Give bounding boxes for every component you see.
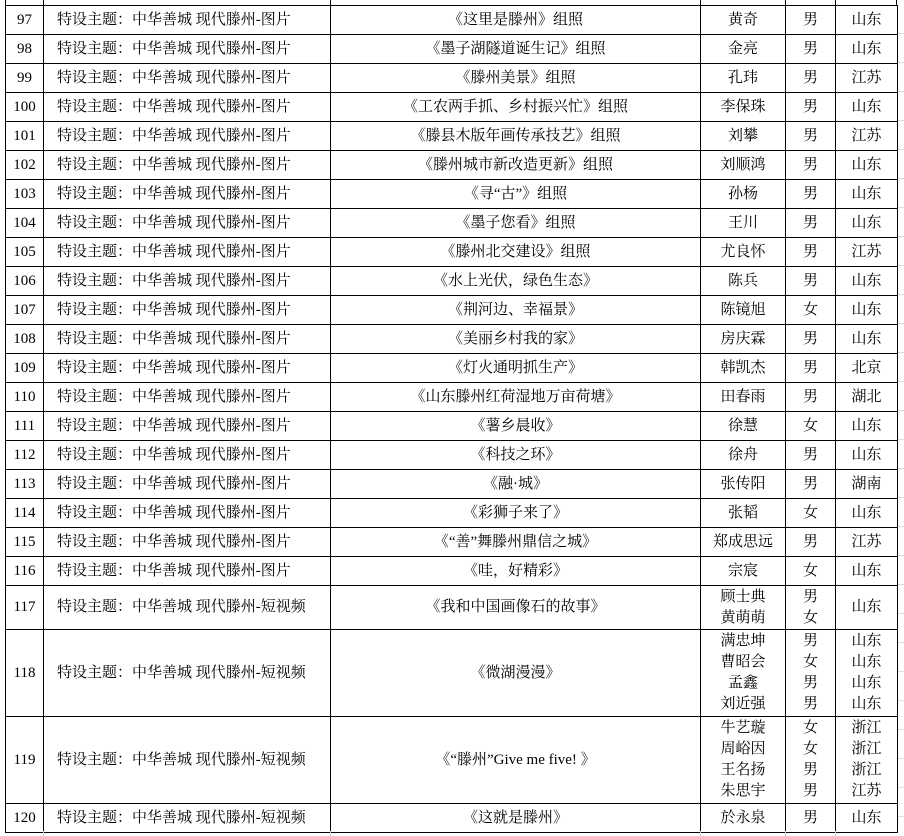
province-cell-line: 山东 [851,330,882,347]
author-cell[interactable] [701,267,786,296]
table-row [6,499,898,528]
author-cell-line: 陈镜旭 [720,301,766,318]
row-number-cell[interactable]: 99 [6,64,44,93]
gender-cell-line: 男 [802,588,818,605]
province-cell-line: 山东 [851,675,882,691]
table-row [6,64,898,93]
gender-cell[interactable] [786,93,836,122]
theme-cell[interactable]: 特设主题：中华善城 现代滕州-图片 [44,267,331,296]
author-cell-line: 王名扬 [720,762,766,778]
author-cell-line: 金亮 [727,40,758,57]
author-cell[interactable] [701,64,786,93]
title-cell[interactable]: 《滕州城市新改造更新》组照 [331,151,701,180]
gender-cell-line: 男 [802,533,818,550]
gender-cell-line: 男 [802,475,818,492]
author-cell-line: 徐舟 [727,446,758,463]
province-cell-line: 湖北 [851,388,882,405]
province-cell[interactable] [836,122,898,151]
gender-cell[interactable] [786,586,836,630]
province-cell-line: 山东 [851,633,882,649]
title-cell[interactable]: 《融·城》 [331,470,701,499]
gender-cell[interactable] [786,499,836,528]
table-row [6,804,898,833]
gender-cell-line: 女 [802,720,818,736]
author-cell[interactable] [701,717,786,804]
table-row [6,6,898,35]
gender-cell-line: 男 [802,696,818,712]
province-cell[interactable] [836,383,898,412]
entries-table [5,5,898,833]
row-number-cell[interactable]: 112 [6,441,44,470]
author-cell-line: 满忠坤 [720,633,766,649]
author-cell[interactable] [701,412,786,441]
table-row [6,267,898,296]
author-cell-line: 顾士典 [720,588,766,605]
theme-cell[interactable]: 特设主题：中华善城 现代滕州-图片 [44,209,331,238]
row-number-cell[interactable]: 117 [6,586,44,630]
gender-cell-line: 男 [802,127,818,144]
province-cell[interactable] [836,441,898,470]
gender-cell[interactable] [786,412,836,441]
row-number-cell[interactable]: 120 [6,804,44,833]
author-cell[interactable] [701,354,786,383]
gender-cell[interactable] [786,267,836,296]
theme-cell[interactable]: 特设主题：中华善城 现代滕州-短视频 [44,586,331,630]
province-cell-line: 山东 [851,156,882,173]
title-cell[interactable]: 《这就是滕州》 [331,804,701,833]
author-cell-line: 孔玮 [727,69,758,86]
theme-cell[interactable]: 特设主题：中华善城 现代滕州-图片 [44,93,331,122]
province-cell[interactable] [836,35,898,64]
gender-cell-line: 女 [802,654,818,670]
gridline-tick [785,831,786,836]
province-cell[interactable] [836,528,898,557]
theme-cell[interactable]: 特设主题：中华善城 现代滕州-图片 [44,441,331,470]
author-cell[interactable] [701,35,786,64]
title-cell[interactable]: 《工农两手抓、乡村振兴忙》组照 [331,93,701,122]
province-cell-line: 江苏 [851,69,882,86]
province-cell[interactable] [836,804,898,833]
theme-cell[interactable]: 特设主题：中华善城 现代滕州-图片 [44,499,331,528]
author-cell-line: 李保珠 [720,98,766,115]
theme-cell[interactable]: 特设主题：中华善城 现代滕州-图片 [44,354,331,383]
row-number-cell[interactable]: 103 [6,180,44,209]
author-cell-line: 朱思宇 [720,783,766,799]
row-number-cell[interactable]: 109 [6,354,44,383]
province-cell[interactable] [836,6,898,35]
author-cell[interactable] [701,804,786,833]
title-cell[interactable]: 《微湖漫漫》 [331,630,701,717]
spreadsheet-gridlines-bottom [5,831,897,836]
row-number-cell[interactable]: 111 [6,412,44,441]
gender-cell-line: 男 [802,675,818,691]
author-cell-line: 牛艺璇 [720,720,766,736]
title-cell[interactable]: 《滕州北交建设》组照 [331,238,701,267]
table-row [6,557,898,586]
gender-cell[interactable] [786,528,836,557]
theme-cell[interactable]: 特设主题：中华善城 现代滕州-图片 [44,296,331,325]
title-cell[interactable]: 《哇，好精彩》 [331,557,701,586]
theme-cell[interactable]: 特设主题：中华善城 现代滕州-图片 [44,35,331,64]
author-cell-line: 宗宸 [727,562,758,579]
province-cell-line: 山东 [851,301,882,318]
theme-cell[interactable]: 特设主题：中华善城 现代滕州-短视频 [44,630,331,717]
author-cell[interactable] [701,180,786,209]
table-row [6,354,898,383]
gender-cell-line: 男 [802,156,818,173]
title-cell[interactable]: 《滕县木版年画传承技艺》组照 [331,122,701,151]
author-cell[interactable] [701,325,786,354]
title-cell[interactable]: 《我和中国画像石的故事》 [331,586,701,630]
title-cell[interactable]: 《水上光伏，绿色生态》 [331,267,701,296]
author-cell[interactable] [701,586,786,630]
province-cell[interactable] [836,557,898,586]
gender-cell[interactable] [786,238,836,267]
author-cell-line: 刘攀 [727,127,758,144]
row-number-cell[interactable]: 110 [6,383,44,412]
gender-cell-line: 男 [802,809,818,826]
gender-cell[interactable] [786,6,836,35]
author-cell[interactable] [701,238,786,267]
row-number-cell[interactable]: 107 [6,296,44,325]
title-cell[interactable]: 《灯火通明抓生产》 [331,354,701,383]
province-cell-line: 江苏 [851,243,882,260]
author-cell-line: 尤良怀 [720,243,766,260]
author-cell[interactable] [701,93,786,122]
gender-cell[interactable] [786,717,836,804]
gender-cell-line: 男 [802,40,818,57]
gender-cell[interactable] [786,804,836,833]
gender-cell-line: 男 [802,359,818,376]
province-cell[interactable] [836,267,898,296]
gender-cell-line: 男 [802,783,818,799]
province-cell-line: 浙江 [851,762,882,778]
author-cell[interactable] [701,528,786,557]
table-row [6,412,898,441]
author-cell-line: 於永泉 [720,809,766,826]
row-number-cell[interactable]: 118 [6,630,44,717]
title-cell[interactable]: 《薯乡晨收》 [331,412,701,441]
gender-cell-line: 男 [802,330,818,347]
author-cell-line: 刘顺鸿 [720,156,766,173]
gender-cell-line: 男 [802,633,818,649]
author-cell-line: 刘近强 [720,696,766,712]
author-cell-line: 孙杨 [727,185,758,202]
title-cell[interactable]: 《寻“古”》组照 [331,180,701,209]
table-row [6,630,898,717]
gridline-tick [43,831,44,836]
province-cell[interactable] [836,630,898,717]
province-cell[interactable] [836,238,898,267]
author-cell-line: 陈兵 [727,272,758,289]
gender-cell-line: 男 [802,185,818,202]
author-cell[interactable] [701,383,786,412]
theme-cell[interactable]: 特设主题：中华善城 现代滕州-图片 [44,64,331,93]
author-cell[interactable] [701,209,786,238]
row-number-cell[interactable]: 108 [6,325,44,354]
author-cell-line: 曹昭会 [720,654,766,670]
table-row [6,383,898,412]
author-cell-line: 房庆霖 [720,330,766,347]
province-cell[interactable] [836,209,898,238]
row-number-cell[interactable]: 100 [6,93,44,122]
province-cell-line: 浙江 [851,741,882,757]
theme-cell[interactable]: 特设主题：中华善城 现代滕州-图片 [44,122,331,151]
author-cell-line: 张韬 [727,504,758,521]
province-cell-line: 山东 [851,185,882,202]
author-cell-line: 黄奇 [727,11,758,28]
gender-cell[interactable] [786,557,836,586]
province-cell-line: 山东 [851,11,882,28]
gender-cell[interactable] [786,180,836,209]
province-cell-line: 山东 [851,504,882,521]
author-cell[interactable] [701,122,786,151]
province-cell-line: 山东 [851,446,882,463]
row-number-cell[interactable]: 115 [6,528,44,557]
author-cell-line: 徐慧 [727,417,758,434]
province-cell-line: 江苏 [851,783,882,799]
theme-cell[interactable]: 特设主题：中华善城 现代滕州-短视频 [44,717,331,804]
province-cell-line: 山东 [851,214,882,231]
province-cell-line: 浙江 [851,720,882,736]
row-number-cell[interactable]: 105 [6,238,44,267]
author-cell[interactable] [701,6,786,35]
table-row [6,325,898,354]
title-cell[interactable]: 《“滕州”Give me five! 》 [331,717,701,804]
table-row [6,122,898,151]
theme-cell[interactable]: 特设主题：中华善城 现代滕州-图片 [44,180,331,209]
gender-cell[interactable] [786,354,836,383]
title-cell[interactable]: 《“善”舞滕州鼎信之城》 [331,528,701,557]
gender-cell-line: 女 [802,417,818,434]
gender-cell[interactable] [786,35,836,64]
table-row [6,238,898,267]
gender-cell-line: 男 [802,69,818,86]
author-cell-line: 田春雨 [720,388,766,405]
gender-cell-line: 男 [802,243,818,260]
table-row [6,470,898,499]
theme-cell[interactable]: 特设主题：中华善城 现代滕州-图片 [44,412,331,441]
title-cell[interactable]: 《山东滕州红荷湿地万亩荷塘》 [331,383,701,412]
table-row [6,528,898,557]
row-number-cell[interactable]: 106 [6,267,44,296]
gender-cell-line: 女 [802,741,818,757]
gender-cell[interactable] [786,441,836,470]
theme-cell[interactable]: 特设主题：中华善城 现代滕州-图片 [44,151,331,180]
gender-cell-line: 男 [802,388,818,405]
gridline-tick [330,831,331,836]
province-cell[interactable] [836,586,898,630]
province-cell[interactable] [836,412,898,441]
title-cell[interactable]: 《美丽乡村我的家》 [331,325,701,354]
gender-cell[interactable] [786,122,836,151]
province-cell[interactable] [836,470,898,499]
province-cell-line: 山东 [851,562,882,579]
province-cell-line: 山东 [851,599,882,615]
author-cell[interactable] [701,557,786,586]
title-cell[interactable]: 《墨子您看》组照 [331,209,701,238]
author-cell-line: 孟鑫 [727,675,758,691]
province-cell[interactable] [836,180,898,209]
author-cell[interactable] [701,151,786,180]
row-number-cell[interactable]: 116 [6,557,44,586]
table-row [6,717,898,804]
province-cell[interactable] [836,325,898,354]
row-number-cell[interactable]: 102 [6,151,44,180]
province-cell[interactable] [836,64,898,93]
gender-cell[interactable] [786,325,836,354]
province-cell-line: 湖南 [851,475,882,492]
gender-cell-line: 女 [802,562,818,579]
author-cell-line: 周峪因 [720,741,766,757]
author-cell-line: 张传阳 [720,475,766,492]
gender-cell-line: 男 [802,214,818,231]
author-cell-line: 郑成思远 [712,533,773,550]
table-row [6,180,898,209]
row-number-cell[interactable]: 104 [6,209,44,238]
gender-cell-line: 女 [802,609,818,626]
province-cell[interactable] [836,354,898,383]
theme-cell[interactable]: 特设主题：中华善城 现代滕州-图片 [44,6,331,35]
table-row [6,151,898,180]
province-cell-line: 山东 [851,654,882,670]
province-cell[interactable] [836,296,898,325]
gender-cell[interactable] [786,64,836,93]
title-cell[interactable]: 《滕州美景》组照 [331,64,701,93]
province-cell-line: 山东 [851,417,882,434]
gridline-tick [835,831,836,836]
gender-cell-line: 男 [802,98,818,115]
gridline-tick [700,831,701,836]
table-row [6,35,898,64]
province-cell[interactable] [836,499,898,528]
theme-cell[interactable]: 特设主题：中华善城 现代滕州-图片 [44,528,331,557]
row-number-cell[interactable]: 97 [6,6,44,35]
gender-cell-line: 男 [802,11,818,28]
title-cell[interactable]: 《荆河边、幸福景》 [331,296,701,325]
table-row [6,93,898,122]
table-row [6,441,898,470]
author-cell-line: 黄萌萌 [720,609,766,626]
gender-cell-line: 男 [802,446,818,463]
author-cell[interactable] [701,470,786,499]
author-cell-line: 韩凯杰 [720,359,766,376]
row-number-cell[interactable]: 114 [6,499,44,528]
province-cell-line: 山东 [851,696,882,712]
theme-cell[interactable]: 特设主题：中华善城 现代滕州-图片 [44,325,331,354]
gender-cell-line: 女 [802,301,818,318]
province-cell[interactable] [836,93,898,122]
theme-cell[interactable]: 特设主题：中华善城 现代滕州-图片 [44,383,331,412]
author-cell[interactable] [701,441,786,470]
row-number-cell[interactable]: 119 [6,717,44,804]
table-row [6,209,898,238]
gender-cell-line: 男 [802,762,818,778]
gender-cell-line: 男 [802,272,818,289]
row-number-cell[interactable]: 113 [6,470,44,499]
province-cell[interactable] [836,151,898,180]
author-cell[interactable] [701,499,786,528]
table-row [6,586,898,630]
province-cell-line: 山东 [851,98,882,115]
gender-cell[interactable] [786,209,836,238]
gender-cell[interactable] [786,470,836,499]
province-cell-line: 江苏 [851,533,882,550]
title-cell[interactable]: 《墨子湖隧道诞生记》组照 [331,35,701,64]
author-cell[interactable] [701,630,786,717]
province-cell-line: 北京 [851,359,882,376]
province-cell-line: 江苏 [851,127,882,144]
title-cell[interactable]: 《彩狮子来了》 [331,499,701,528]
gender-cell-line: 女 [802,504,818,521]
author-cell-line: 王川 [727,214,758,231]
row-number-cell[interactable]: 98 [6,35,44,64]
theme-cell[interactable]: 特设主题：中华善城 现代滕州-短视频 [44,804,331,833]
province-cell[interactable] [836,717,898,804]
title-cell[interactable]: 《这里是滕州》组照 [331,6,701,35]
province-cell-line: 山东 [851,272,882,289]
theme-cell[interactable]: 特设主题：中华善城 现代滕州-图片 [44,557,331,586]
row-number-cell[interactable]: 101 [6,122,44,151]
gender-cell[interactable] [786,630,836,717]
author-cell[interactable] [701,296,786,325]
theme-cell[interactable]: 特设主题：中华善城 现代滕州-图片 [44,238,331,267]
theme-cell[interactable]: 特设主题：中华善城 现代滕州-图片 [44,470,331,499]
gender-cell[interactable] [786,151,836,180]
gender-cell[interactable] [786,296,836,325]
table-row [6,296,898,325]
province-cell-line: 山东 [851,40,882,57]
spreadsheet-gridlines-right [898,5,904,831]
gender-cell[interactable] [786,383,836,412]
title-cell[interactable]: 《科技之环》 [331,441,701,470]
province-cell-line: 山东 [851,809,882,826]
